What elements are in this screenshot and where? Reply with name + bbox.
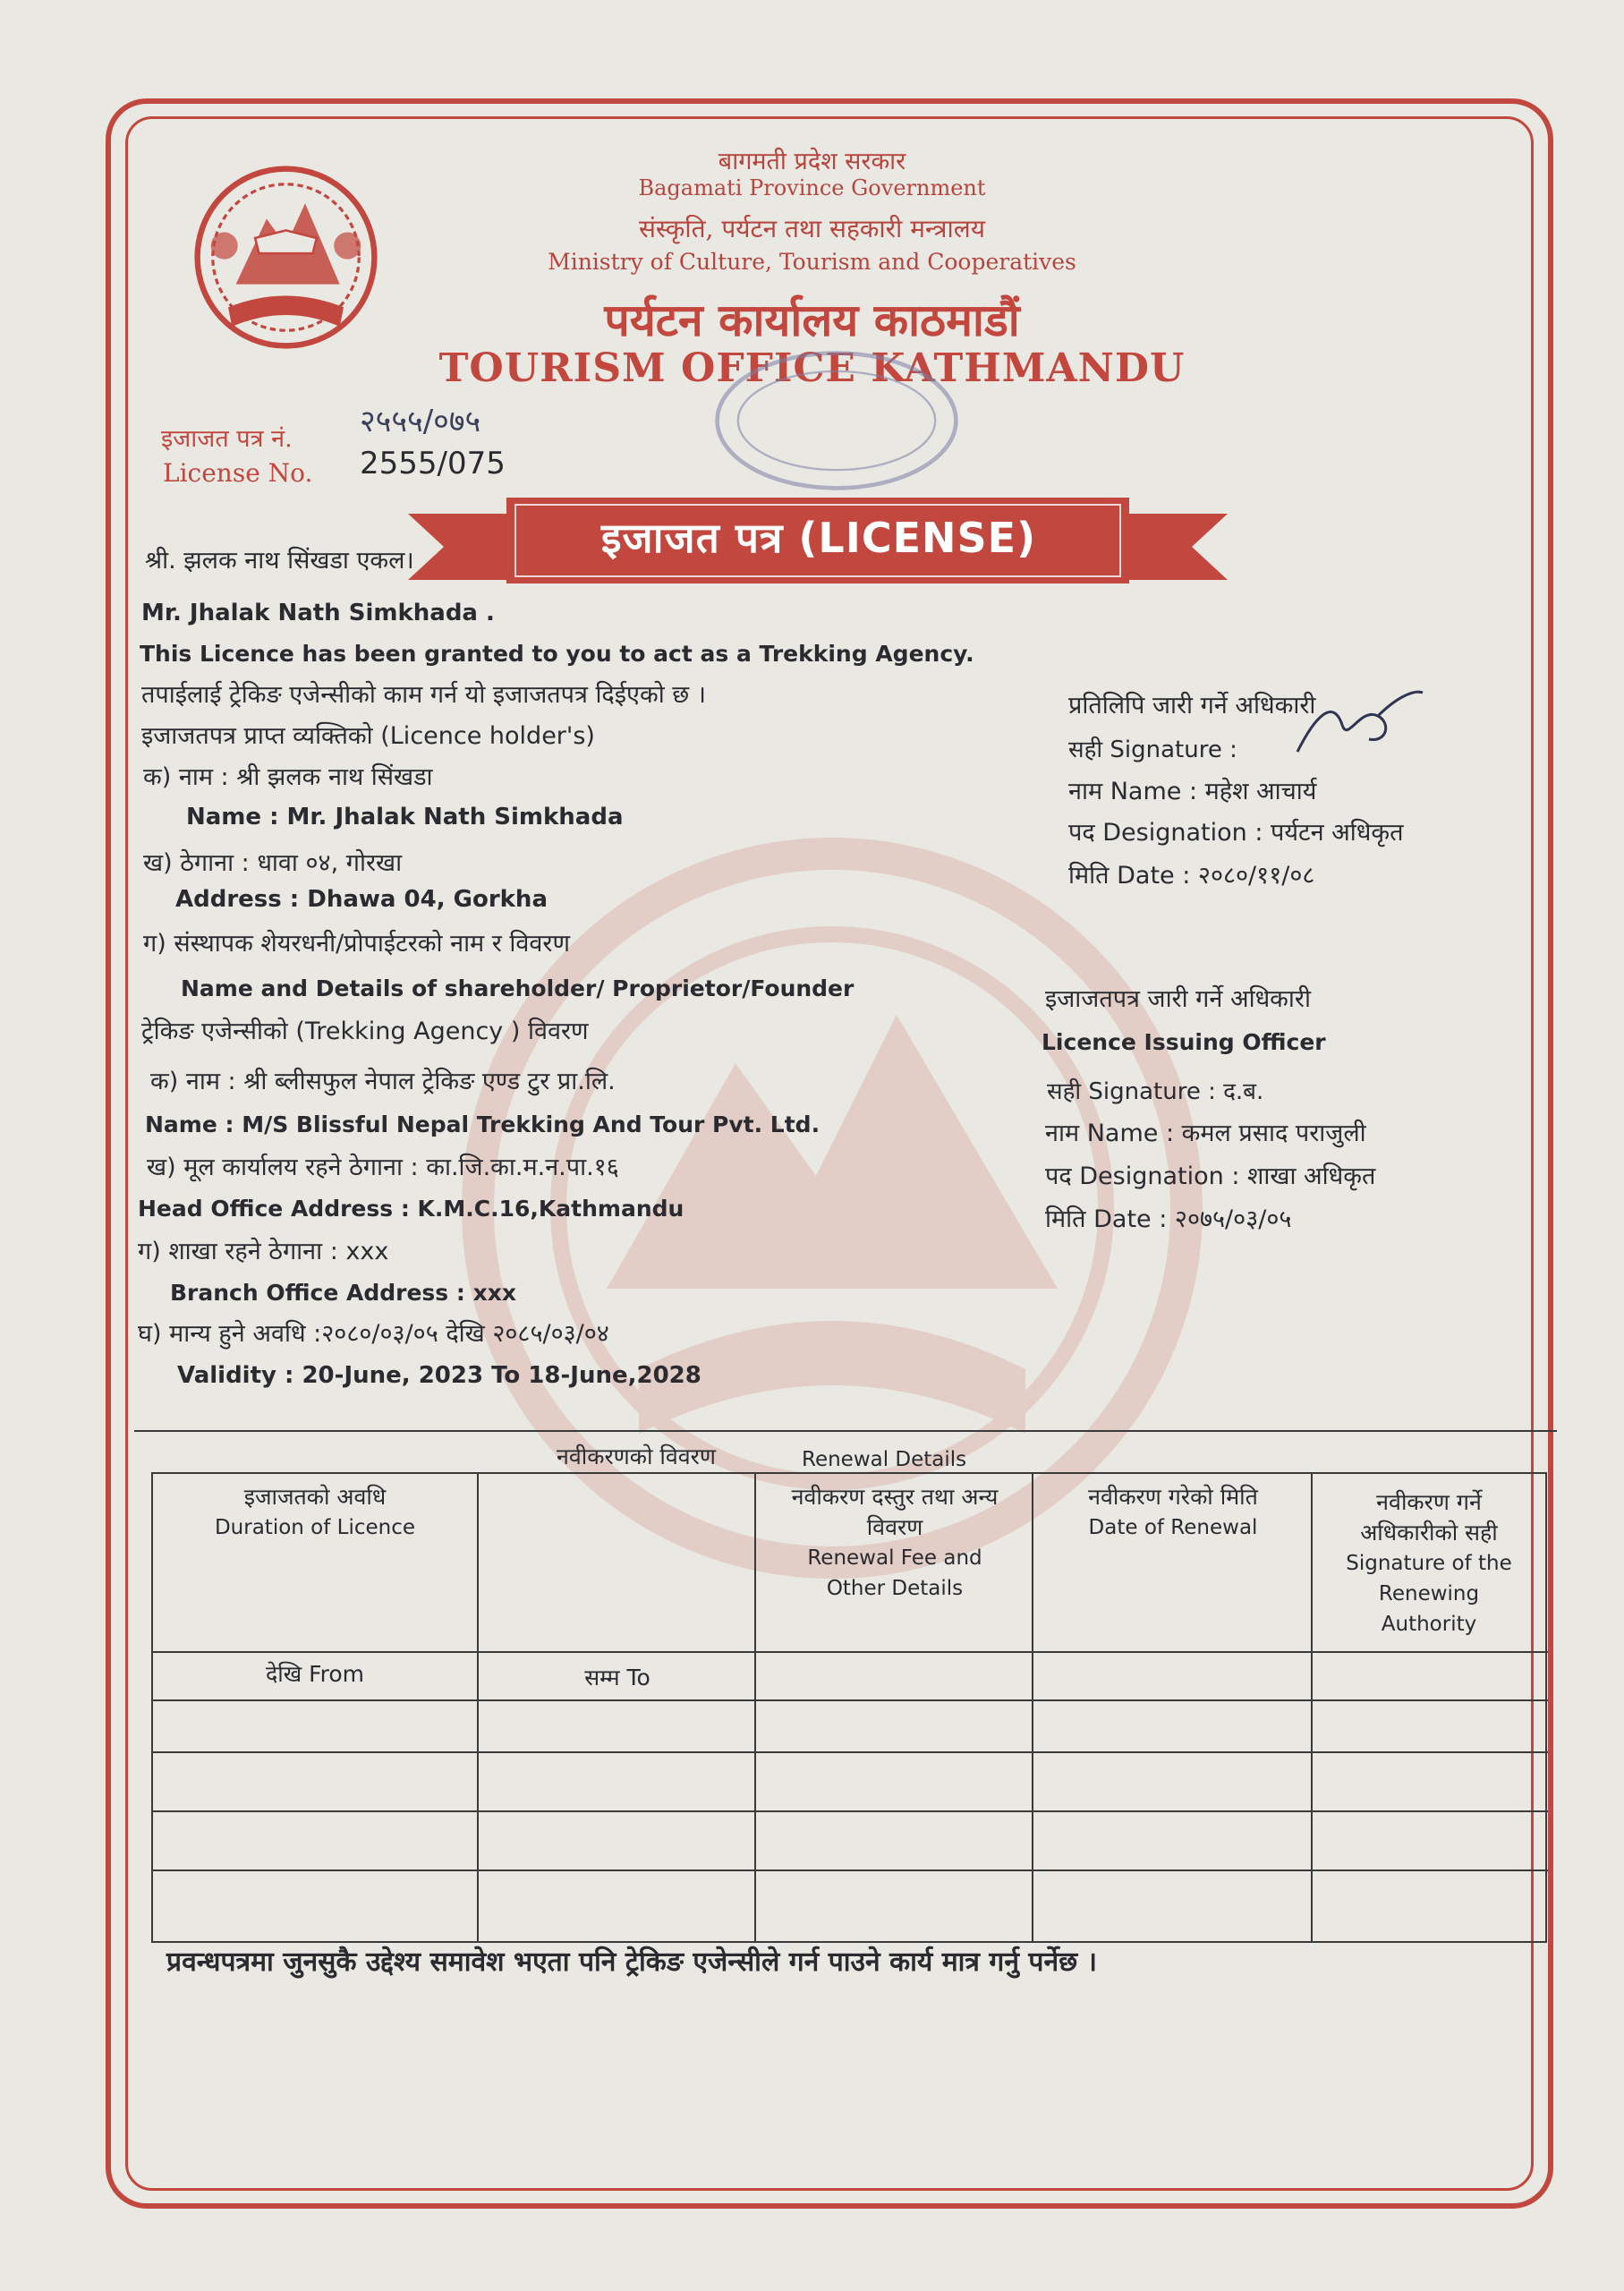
col3-np: नवीकरण दस्तुर तथा अन्य विवरण (791, 1484, 999, 1540)
renewal-col5-header (1314, 1487, 1544, 1639)
renewal-title-np: नवीकरणको विवरण (557, 1444, 716, 1469)
agency-heading: ट्रेकिङ एजेन्सीको (Trekking Agency ) विवरण (141, 1018, 589, 1045)
renewal-divider (134, 1430, 1557, 1432)
col5-en: Signature of the Renewing Authority (1346, 1552, 1512, 1636)
issuing-officer-heading-en: Licence Issuing Officer (1042, 1029, 1326, 1055)
office-stamp (707, 340, 966, 501)
copy-officer-heading: प्रतिलिपि जारी गर्ने अधिकारी (1068, 692, 1316, 720)
renewal-col1-header (152, 1482, 478, 1543)
col1-np: इजाजतको अवधि (243, 1484, 387, 1510)
renewal-title-en: Renewal Details (802, 1448, 967, 1471)
agency-branch-en: Branch Office Address : xxx (170, 1280, 516, 1306)
col1-en: Duration of Licence (214, 1516, 416, 1539)
grant-np: तपाईलाई ट्रेकिङ एजेन्सीको काम गर्न यो इजाजतपत्र दिईएको छ । (141, 681, 707, 709)
agency-head-office-np: ख) मूल कार्यालय रहने ठेगाना : का.जि.का.म.न.पा.१६ (147, 1154, 619, 1181)
issuing-officer-signature: सही Signature : द.ब. (1047, 1078, 1264, 1105)
license-no-label-np: इजाजत पत्र नं. (161, 425, 293, 453)
agency-name-np: क) नाम : श्री ब्लीसफुल नेपाल ट्रेकिङ एण्ड टुर प्रा.लि. (150, 1068, 616, 1095)
holder-address-en: Address : Dhawa 04, Gorkha (175, 886, 548, 913)
copy-officer-date: मिति Date : २०८०/११/०८ (1068, 862, 1315, 890)
issuing-officer-heading-np: इजाजतपत्र जारी गर्ने अधिकारी (1045, 985, 1311, 1013)
holder-address-np: ख) ठेगाना : धावा ०४, गोरखा (143, 849, 403, 877)
renewal-col3-header (757, 1482, 1033, 1604)
col3-en: Renewal Fee and Other Details (807, 1546, 982, 1600)
agency-branch-np: ग) शाखा रहने ठेगाना : xxx (138, 1238, 389, 1265)
office-title-en: TOURISM OFFICE KATHMANDU (438, 345, 1186, 391)
renewal-from-label: देखि From (265, 1661, 365, 1687)
col4-np: नवीकरण गरेको मिति (1088, 1484, 1258, 1510)
holder-shareholder-en: Name and Details of shareholder/ Proprietor/Founder (181, 975, 855, 1001)
office-title-np: पर्यटन कार्यालय काठमाडौं (604, 294, 1020, 346)
agency-validity-en: Validity : 20-June, 2023 To 18-June,2028 (177, 1362, 701, 1389)
addressee-en: Mr. Jhalak Nath Simkhada . (141, 600, 495, 626)
grant-en: This Licence has been granted to you to act as a Trekking Agency. (140, 641, 974, 667)
copy-officer-name: नाम Name : महेश आचार्य (1068, 778, 1317, 805)
ministry-en: Ministry of Culture, Tourism and Cooperatives (548, 249, 1076, 275)
agency-name-en: Name : M/S Blissful Nepal Trekking And Tour Pvt. Ltd. (145, 1111, 821, 1137)
issuing-officer-name: नाम Name : कमल प्रसाद पराजुली (1045, 1120, 1366, 1147)
renewal-to-label: सम्म To (584, 1665, 650, 1691)
ministry-np: संस्कृति, पर्यटन तथा सहकारी मन्त्रालय (639, 214, 985, 243)
agency-validity-np: घ) मान्य हुने अवधि :२०८०/०३/०५ देखि २०८५/०३/०४ (138, 1320, 609, 1348)
issuing-officer-designation: पद Designation : शाखा अधिकृत (1045, 1163, 1376, 1190)
issuing-officer-date: मिति Date : २०७५/०३/०५ (1045, 1205, 1292, 1233)
license-no-value-en: 2555/075 (360, 446, 506, 481)
holder-shareholder-np: ग) संस्थापक शेयरधनी/प्रोपाईटरको नाम र विवरण (143, 930, 570, 958)
province-en: Bagamati Province Government (638, 175, 986, 200)
province-np: बागमती प्रदेश सरकार (718, 148, 906, 175)
col5-np: नवीकरण गर्ने अधिकारीको सही (1360, 1489, 1498, 1546)
license-no-label-en: License No. (163, 458, 313, 488)
col4-en: Date of Renewal (1088, 1516, 1258, 1539)
addressee-np: श्री. झलक नाथ सिंखडा एकल। (145, 547, 414, 575)
holder-name-np: क) नाम : श्री झलक नाथ सिंखडा (143, 763, 433, 791)
copy-officer-signature: सही Signature : (1068, 737, 1237, 763)
footer-note: प्रवन्धपत्रमा जुनसुकै उद्देश्य समावेश भएता पनि ट्रेकिङ एजेन्सीले गर्न पाउने कार्य मात्र गर्नु पर्नेछ । (166, 1946, 1097, 1978)
copy-officer-designation: पद Designation : पर्यटन अधिकृत (1068, 819, 1404, 847)
holder-heading: इजाजतपत्र प्राप्त व्यक्तिको (Licence holder's) (141, 722, 595, 750)
license-banner-title: इजाजत पत्र (LICENSE) (600, 514, 1037, 562)
renewal-col4-header (1034, 1482, 1312, 1543)
holder-name-en: Name : Mr. Jhalak Nath Simkhada (186, 804, 624, 830)
license-no-value-np: २५५५/०७५ (360, 404, 481, 439)
agency-head-office-en: Head Office Address : K.M.C.16,Kathmandu (138, 1196, 684, 1222)
copy-officer-signature-mark (1280, 680, 1432, 779)
